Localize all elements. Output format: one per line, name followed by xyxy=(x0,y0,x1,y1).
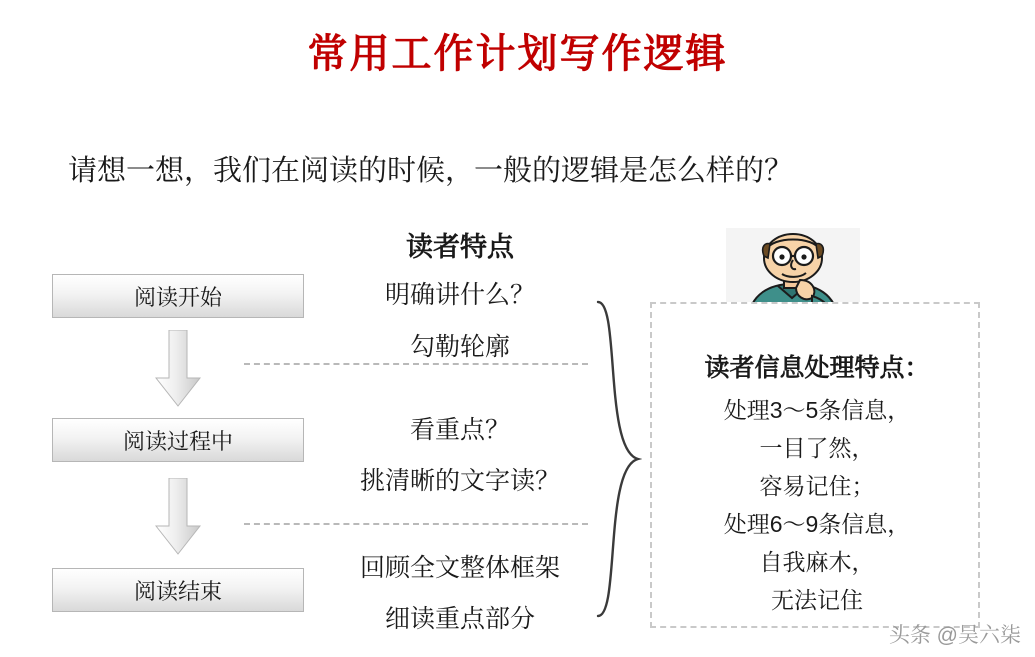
center-line: 看重点？ xyxy=(409,416,510,444)
flow-step-label: 阅读过程中 xyxy=(122,428,233,454)
info-line: 容易记住； xyxy=(759,473,875,499)
divider xyxy=(244,523,588,525)
info-line: 自我麻木， xyxy=(759,549,875,575)
page-title: 常用工作计划写作逻辑 xyxy=(307,32,728,76)
center-heading: 读者特点 xyxy=(406,232,514,262)
center-line: 挑清晰的文字读？ xyxy=(359,467,560,495)
down-arrow-icon xyxy=(155,330,201,408)
curly-brace-icon xyxy=(594,300,642,618)
reader-info-box xyxy=(650,302,980,628)
flow-step-label: 阅读结束 xyxy=(133,578,222,604)
question-text: 请想一想，我们在阅读的时候，一般的逻辑是怎么样的？ xyxy=(68,155,794,187)
flow-step-label: 阅读开始 xyxy=(133,284,222,310)
info-line: 一目了然， xyxy=(759,435,875,461)
flow-step-box xyxy=(52,568,304,612)
info-line: 处理3～5条信息， xyxy=(723,397,911,423)
info-line: 处理6～9条信息， xyxy=(723,511,911,537)
down-arrow-icon xyxy=(155,478,201,556)
divider xyxy=(244,363,588,365)
info-box-title: 读者信息处理特点： xyxy=(704,354,930,382)
flow-step-box xyxy=(52,274,304,318)
flow-step-box xyxy=(52,418,304,462)
center-line: 明确讲什么？ xyxy=(384,281,535,309)
watermark-text: 头条 @吴六柒 xyxy=(888,624,1021,647)
info-line: 无法记住 xyxy=(771,587,863,613)
center-line: 细读重点部分 xyxy=(384,605,535,633)
center-line: 勾勒轮廓 xyxy=(409,333,510,361)
center-line: 回顾全文整体框架 xyxy=(359,554,560,582)
